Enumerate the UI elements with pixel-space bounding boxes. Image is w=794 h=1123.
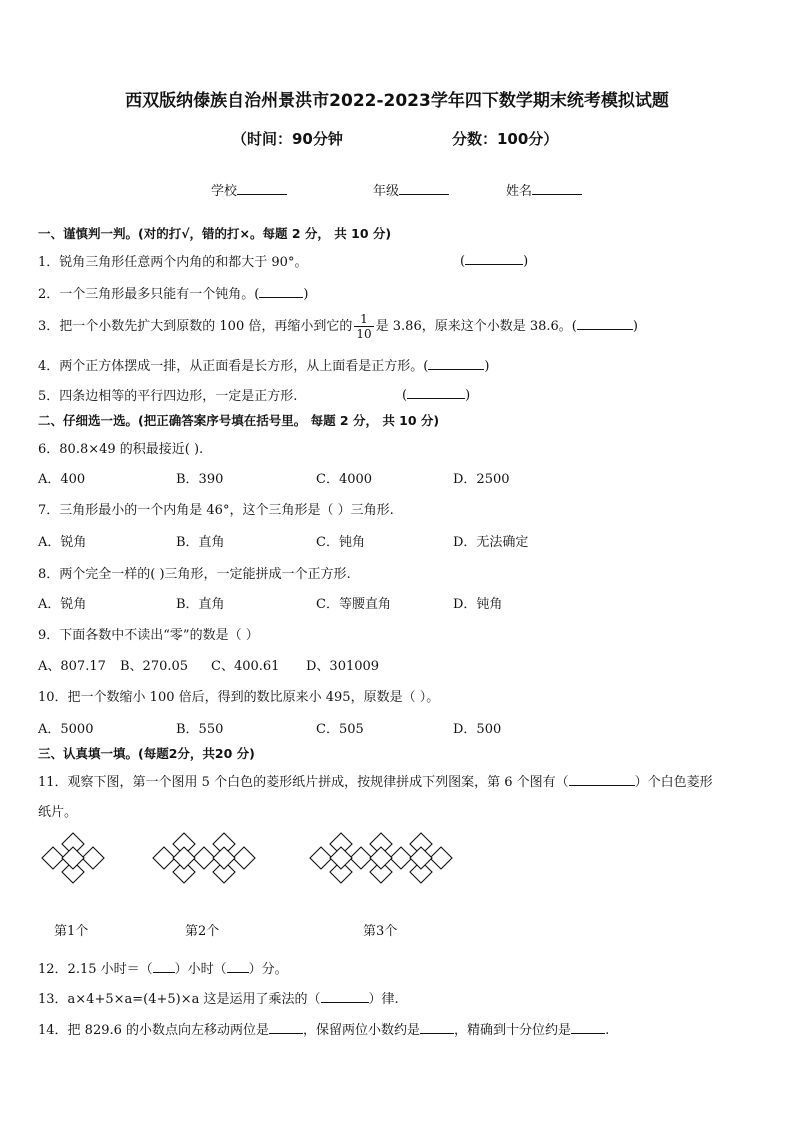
figure-3-rhombus [410,847,432,869]
question-3 [38,312,638,341]
question-13 [38,988,399,1007]
school-blank[interactable] [237,181,287,195]
question-5: 5．四条边相等的平行四边形，一定是正方形. [38,389,298,404]
answer-blank-1[interactable] [269,1020,303,1034]
question-14-text-mid2: ，精确到十分位约是 [454,1023,572,1038]
question-14 [38,1019,609,1038]
option-9b[interactable]: B、270.05 [120,659,189,674]
question-7: 7．三角形最小的一个内角是 46°，这个三角形是（ ）三角形. [38,503,394,518]
option-9d[interactable]: D、301009 [306,659,380,674]
option-9a[interactable]: A、807.17 [38,659,106,674]
grade-blank[interactable] [399,181,449,195]
answer-blank[interactable] [569,772,635,786]
fraction-numerator: 1 [354,312,373,327]
option-10a[interactable]: A．5000 [38,722,94,737]
question-2-text: 2．一个三角形最多只能有一个钝角。( [38,287,260,302]
answer-1[interactable] [460,251,528,269]
question-4 [38,355,489,374]
grade-field[interactable] [373,180,449,199]
exam-score: 分数：100分） [452,130,559,148]
question-11-text: 11．观察下图，第一个图用 5 个白色的菱形纸片拼成，按规律拼成下列图案，第 6 个图有（ [38,775,569,790]
paren-open: ( [402,388,408,403]
section-heading-3: 三、认真填一填。(每题2分，共20 分) [38,746,255,761]
question-8: 8．两个完全一样的( )三角形，一定能拼成一个正方形. [38,567,351,582]
figure-1-rhombus [62,847,84,869]
figure-3-rhombus [370,847,392,869]
figure-3-rhombus [430,847,452,869]
figure-3-rhombus [350,847,372,869]
answer-blank-2[interactable] [227,959,249,973]
answer-blank[interactable] [321,989,369,1003]
figure-2-rhombus [233,847,255,869]
question-11 [38,771,713,790]
option-10d[interactable]: D．500 [453,722,502,737]
figure-2-rhombus [213,847,235,869]
answer-blank[interactable] [577,316,633,330]
answer-blank-2[interactable] [420,1020,454,1034]
figure-2-rhombus [153,847,175,869]
question-13-text-end: ）律. [368,992,399,1007]
option-6c[interactable]: C．4000 [316,472,373,487]
answer-blank[interactable] [259,284,303,298]
section-heading-2: 二、仔细选一选。(把正确答案序号填在括号里。 每题 2 分， 共 10 分) [38,413,440,428]
answer-blank-1[interactable] [153,959,175,973]
paren-open: ( [460,254,466,269]
paren-close: ) [523,254,529,269]
question-14-text-end: . [605,1023,610,1038]
option-8a[interactable]: A．锐角 [38,597,87,612]
figure-3-rhombus [390,847,412,869]
figure-label-2: 第2个 [185,924,220,939]
question-10: 10．把一个数缩小 100 倍后，得到的数比原来小 495，原数是（ ）。 [38,690,440,705]
name-field[interactable] [506,180,582,199]
grade-label: 年级 [373,184,400,199]
page-title: 西双版纳傣族自治州景洪市2022-2023学年四下数学期末统考模拟试题 [125,91,669,111]
option-7a[interactable]: A．锐角 [38,535,87,550]
question-6: 6．80.8×49 的积最接近( ). [38,442,204,457]
option-6b[interactable]: B．390 [176,472,224,487]
question-12 [38,958,288,977]
fraction [354,312,373,341]
question-12-text-end: ）分。 [248,962,288,977]
answer-blank[interactable] [407,385,465,399]
option-8b[interactable]: B．直角 [176,597,225,612]
question-14-text-mid1: ，保留两位小数约是 [303,1023,421,1038]
option-6d[interactable]: D．2500 [453,472,510,487]
answer-blank-3[interactable] [571,1020,605,1034]
option-6a[interactable]: A．400 [38,472,86,487]
school-label: 学校 [211,184,238,199]
fraction-denominator: 10 [356,327,372,341]
answer-blank[interactable] [465,251,523,265]
question-12-text-mid: ）小时（ [174,962,227,977]
figure-3-rhombus [310,847,332,869]
rhombus-pattern-figures [0,830,794,930]
question-3-text: 3．把一个小数先扩大到原数的 100 倍，再缩小到它的 [38,319,353,334]
question-1: 1．锐角三角形任意两个内角的和都大于 90°。 [38,255,308,270]
option-7b[interactable]: B．直角 [176,535,225,550]
school-field[interactable] [211,180,287,199]
question-9: 9．下面各数中不读出“零”的数是（ ） [38,628,259,643]
name-blank[interactable] [532,181,582,195]
option-8c[interactable]: C．等腰直角 [316,597,391,612]
option-8d[interactable]: D．钝角 [453,597,503,612]
question-3-text-end: 是 3.86，原来这个小数是 38.6。( [375,319,577,334]
paren-close: ) [484,359,490,374]
figure-3-rhombus [330,847,352,869]
question-14-text: 14．把 829.6 的小数点向左移动两位是 [38,1023,270,1038]
figure-1-rhombus [82,847,104,869]
option-7c[interactable]: C．钝角 [316,535,365,550]
question-11-line2: 纸片。 [38,805,78,820]
section-heading-1: 一、谨慎判一判。(对的打√，错的打×。每题 2 分， 共 10 分) [38,226,392,241]
question-11-text-end: ）个白色菱形 [634,775,713,790]
option-9c[interactable]: C、400.61 [211,659,280,674]
question-4-text: 4．两个正方体摆成一排，从正面看是长方形，从上面看是正方形。( [38,359,429,374]
answer-5[interactable] [402,385,470,403]
question-13-text: 13．a×4+5×a=(4+5)×a 这是运用了乘法的（ [38,992,321,1007]
name-label: 姓名 [506,184,533,199]
answer-blank[interactable] [428,356,484,370]
paren-close: ) [465,388,471,403]
question-12-text: 12．2.15 小时＝（ [38,962,153,977]
paren-close: ) [303,287,309,302]
figure-1-rhombus [42,847,64,869]
option-10b[interactable]: B．550 [176,722,224,737]
figure-label-1: 第1个 [54,924,89,939]
question-2 [38,283,308,302]
figure-2-rhombus [173,847,195,869]
option-7d[interactable]: D．无法确定 [453,535,529,550]
figure-2-rhombus [193,847,215,869]
exam-time: （时间：90分钟 [232,130,343,148]
paren-close: ) [632,319,638,334]
option-10c[interactable]: C．505 [316,722,364,737]
figure-label-3: 第3个 [363,924,398,939]
